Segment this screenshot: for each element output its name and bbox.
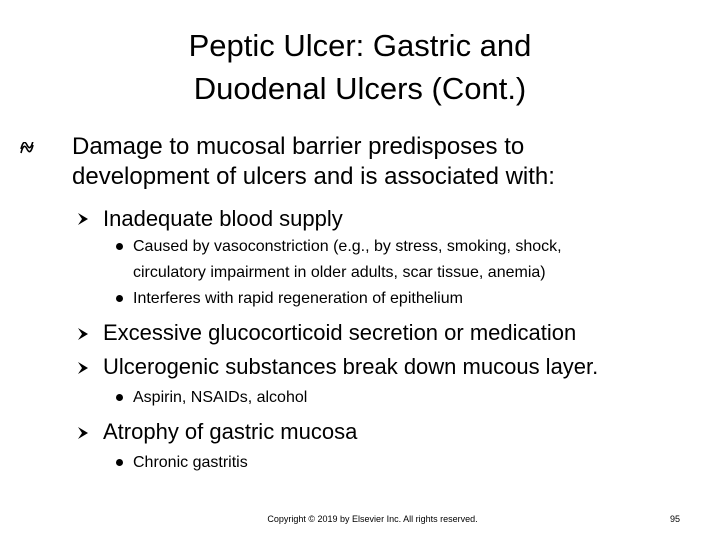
dot-bullet-icon (116, 459, 123, 466)
main-bullet-text (72, 132, 712, 192)
sub-list-item: Caused by vasoconstriction (e.g., by stress, smoking, shock, (133, 238, 562, 255)
sub-list-item-continuation: circulatory impairment in older adults, scar tissue, anemia) (133, 264, 546, 281)
arrow-bullet-icon (76, 361, 90, 375)
footer-copyright: Copyright © 2019 by Elsevier Inc. All rights reserved. (267, 514, 478, 524)
wave-bullet-icon (20, 142, 34, 156)
dot-bullet-icon (116, 394, 123, 401)
arrow-bullet-icon (76, 327, 90, 341)
list-item: Inadequate blood supply (103, 206, 343, 231)
sub-list-item: Interferes with rapid regeneration of epithelium (133, 290, 463, 307)
list-item: Excessive glucocorticoid secretion or medication (103, 320, 577, 345)
arrow-bullet-icon (76, 426, 90, 440)
main-bullet-line-1: Damage to mucosal barrier predisposes to (72, 133, 525, 160)
list-item: Ulcerogenic substances break down mucous layer. (103, 354, 599, 379)
slide-title (60, 24, 660, 110)
page-number: 95 (669, 514, 680, 524)
arrow-bullet-icon (76, 212, 90, 226)
dot-bullet-icon (116, 243, 123, 250)
slide-title-line-2: Duodenal Ulcers (Cont.) (193, 71, 527, 106)
main-bullet-line-2: development of ulcers and is associated with: (72, 163, 555, 190)
sub-list-item: Chronic gastritis (133, 454, 248, 471)
slide-title-line-1: Peptic Ulcer: Gastric and (188, 28, 532, 63)
list-item: Atrophy of gastric mucosa (103, 419, 358, 444)
dot-bullet-icon (116, 295, 123, 302)
sub-list-item: Aspirin, NSAIDs, alcohol (133, 389, 308, 406)
